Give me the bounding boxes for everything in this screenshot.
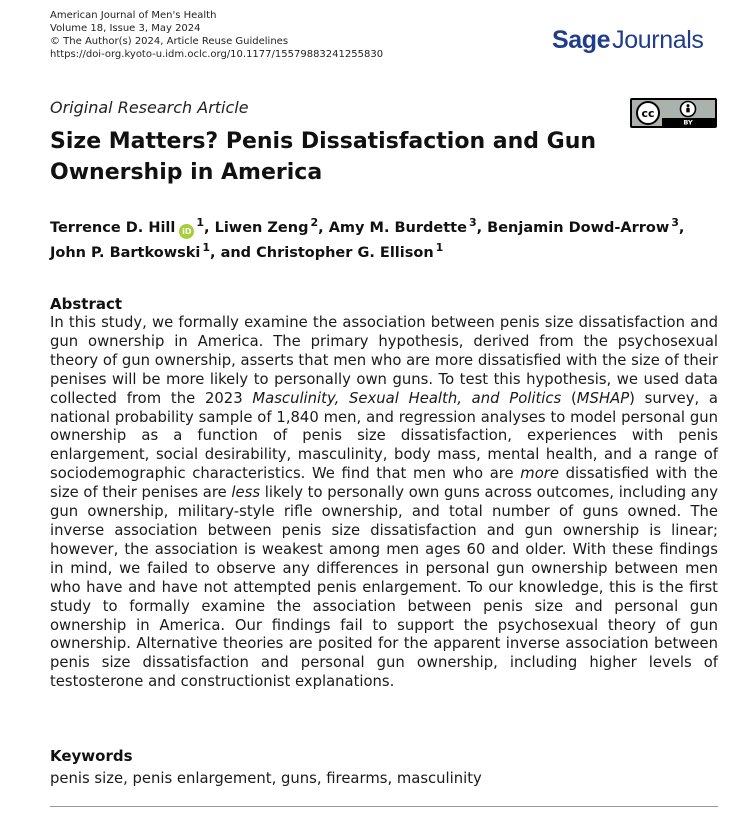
attribution-person-icon [681,102,696,117]
doi-link[interactable]: https://doi-org.kyoto-u.idm.oclc.org/10.1177/15579883241255830 [50,49,384,60]
article-type: Original Research Article [50,98,249,117]
by-label: BY [683,118,693,126]
author-affiliation[interactable]: 1 [202,241,211,255]
author-affiliation[interactable]: 3 [671,216,679,230]
sage-journals-logo[interactable] [552,26,703,55]
author-name[interactable]: Amy M. Burdette [328,220,467,236]
copyright-line[interactable]: © The Author(s) 2024, Article Reuse Guidelines [50,36,289,47]
journal-meta [50,9,383,61]
author-name[interactable]: Liwen Zeng [214,220,309,236]
author-affiliation[interactable]: 1 [435,241,444,255]
cc-icon [637,102,659,124]
author-name[interactable]: Benjamin Dowd-Arrow [487,220,670,236]
cc-by-license-badge[interactable] [630,98,717,128]
author-name[interactable]: Christopher G. Ellison [256,245,434,261]
author-affiliation[interactable]: 2 [310,216,319,230]
author-affiliation[interactable]: 1 [196,216,205,230]
volume-issue: Volume 18, Issue 3, May 2024 [50,23,201,34]
author-list: Terrence D. Hill $iD^1$, Liwen Zeng $^2$, Amy M. Burdette $^3$, Benjamin Dowd-Arrow $^3$, John P. Bartkowski $^1$, and Christopher G. Ellison $^1$ [50,216,685,261]
abstract-heading: Abstract [50,295,123,313]
journal-name[interactable]: American Journal of Men's Health [50,10,217,21]
article-title: Size Matters? Penis Dissatisfaction and Gun Ownership in America [50,129,597,185]
abstract-text: In this study, we formally examine the association between penis size dissatisfaction and gun ownership in America. The primary hypothesis, derived from the psychosexual theory of gun ownership, asserts that men who are more dissatisfied with the size of their penises will be more likely to personally own guns. To test this hypothesis, we used data collected from the 2023 Masculinity, Sexual Health, and Politics (MSHAP) survey, a national probability sample of 1,840 men, and regression analyses to model personal gun ownership as a function of penis size dissatisfaction, experiences with penis enlargement, social desirability, masculinity, body mass, mental health, and a range of sociodemographic characteristics. We find that men who are more dissatisfied with the size of their penises are less likely to personally own guns across outcomes, including any gun ownership, military-style rifle ownership, and total number of guns owned. The inverse association between penis size dissatisfaction and gun ownership is linear; however, the association is weakest among men ages 60 and older. With these findings in mind, we failed to observe any differences in personal gun ownership between men who have and have not attempted penis enlargement. To our knowledge, this is the first study to formally examine the association between penis size and personal gun ownership in America. Our findings fail to support the psychosexual theory of gun ownership. Alternative theories are posited for the apparent inverse association between penis size dissatisfaction and personal gun ownership, including higher levels of testosterone and constructionist explanations. [50,314,719,691]
author-name[interactable]: Terrence D. Hill [50,220,176,236]
section-divider [50,806,718,807]
keywords-heading: Keywords [50,747,133,765]
cc-label: cc [641,107,655,120]
survey-name: Masculinity, Sexual Health, and Politics [252,389,562,407]
orcid-icon[interactable]: iD [179,224,194,239]
keywords-list: penis size, penis enlargement, guns, firearms, masculinity [50,770,482,787]
author-name[interactable]: John P. Bartkowski [50,245,201,261]
logo-journals: Journals [612,26,704,54]
survey-abbreviation: MSHAP [576,389,630,407]
logo-sage: Sage [552,26,611,54]
author-affiliation[interactable]: 3 [468,216,477,230]
